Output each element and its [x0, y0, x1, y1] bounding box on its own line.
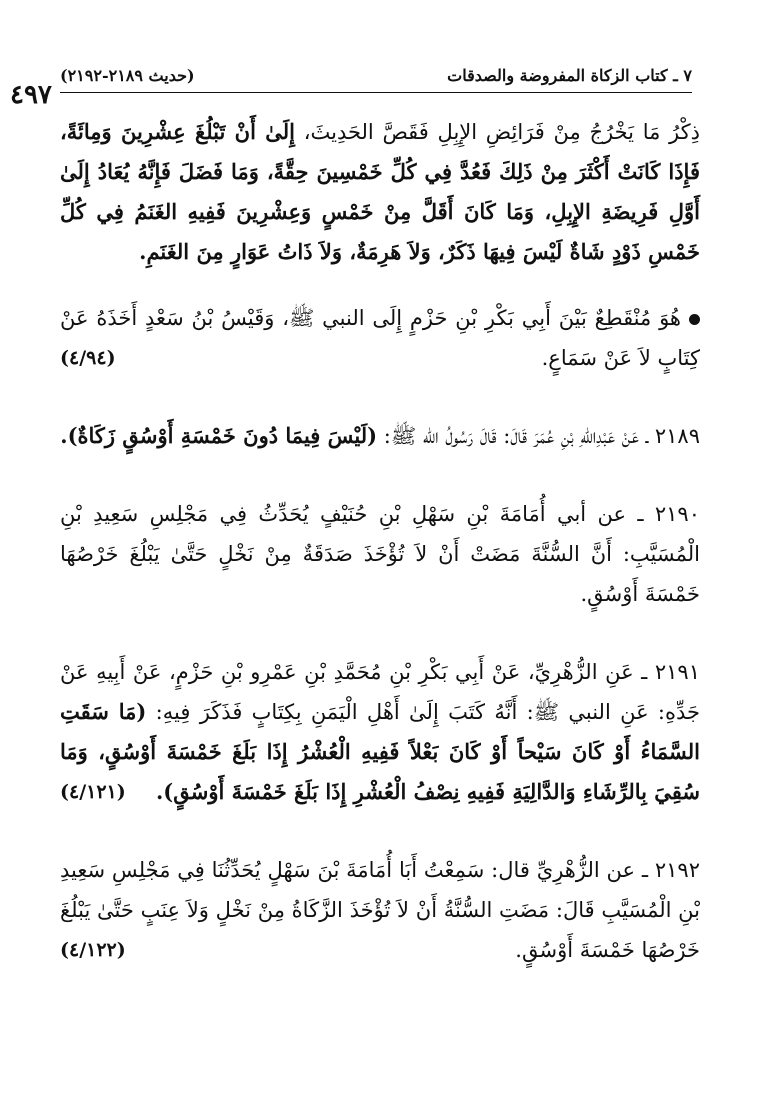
- paragraph-text: ٢١٩٢ ـ عن الزُّهْرِيِّ قال: سَمِعْتُ أَبَا أُمَامَةَ بْنَ سَهْلٍ يُحَدِّثُنَا فِي مَجْلِسِ سَعِيدِ بْنِ الْمُسَيَّبِ قَالَ: مَضَتِ السُّنَّةُ أَنْ لاَ تُؤْخَذَ الزَّكَاةُ مِنْ نَخْلٍ وَلاَ عِنَبٍ حَتَّىٰ يَبْلُغَ خَرْصُهَا خَمْسَةَ أَوْسُقٍ.: [60, 858, 701, 962]
- paragraph-text: ٢١٩١ ـ عَنِ الزُّهْرِيِّ، عَنْ أَبِي بَكْرِ بْنِ مُحَمَّدِ بْنِ عَمْرِو بْنِ حَزْمٍ، عَنْ أَبِيهِ عَنْ جَدِّهِ: عَنِ النبي ﷺ: أَنَّهُ كَتَبَ إِلَىٰ أَهْلِ الْيَمَنِ بِكِتَابٍ فَذَكَرَ فِيهِ:: [60, 660, 701, 724]
- running-header: [60, 62, 692, 93]
- volume-reference: (٤/١٢٢): [60, 939, 126, 961]
- page-body: [60, 112, 700, 1008]
- page-number: ٤٩٧: [10, 80, 52, 110]
- hadith-2191: [60, 652, 700, 812]
- paragraph-text: ٢١٩٠ ـ عن أبي أُمَامَةَ بْنِ سَهْلِ بْنِ حُنَيْفٍ يُحَدِّثُ فِي مَجْلِسِ سَعِيدِ بْنِ الْمُسَيَّبِ: أَنَّ السُّنَّةَ مَضَتْ أَنْ لاَ تُؤْخَذَ صَدَقَةٌ مِنْ نَخْلٍ حَتَّىٰ يَبْلُغَ خَرْصُهَا خَمْسَةَ أَوْسُقٍ.: [60, 502, 700, 606]
- commentary-note: [60, 298, 700, 378]
- paragraph-text: هُوَ مُنْقَطِعٌ بَيْنَ أَبِي بَكْرِ بْنِ حَزْمٍ إِلَى النبي ﷺ، وَقَيْسُ بْنُ سَعْدٍ أَخَذَهُ عَنْ كِتَابٍ لاَ عَنْ سَمَاعٍ.: [60, 306, 700, 370]
- paragraph-text: ذِكْرُ مَا يَخْرُجُ مِنْ فَرَائِضِ الإِبِلِ فَقَصَّ الحَدِيثَ،: [295, 120, 700, 144]
- paragraph-continuation: [60, 112, 700, 272]
- paragraph-bold-text: إِلَىٰ أَنْ تَبْلُغَ عِشْرِينَ وَمِائَةً، فَإِذَا كَانَتْ أَكْثَرَ مِنْ ذَلِكَ فَعُدَّ فِي كُلِّ خَمْسِينَ حِقَّةً، وَمَا فَضَلَ فَإِنَّهُ يُعَادُ إِلَىٰ أَوَّلِ فَرِيضَةِ الإِبِلِ، وَمَا كَانَ أَقَلَّ مِنْ خَمْسٍ وَعِشْرِينَ فَفِيهِ الغَنَمُ فِي كُلِّ خَمْسِ ذَوْدٍ شَاةٌ لَيْسَ فِيهَا ذَكَرٌ، وَلاَ هَرِمَةٌ، وَلاَ ذَاتُ عَوَارٍ مِنَ الغَنَمِ.: [60, 119, 700, 264]
- chapter-title: ٧ ـ كتاب الزكاة المفروضة والصدقات: [447, 66, 692, 85]
- paragraph-bold-text: (لَيْسَ فِيمَا دُونَ خَمْسَةِ أَوْسُقٍ زَكَاةٌ).: [60, 423, 378, 448]
- volume-reference: (٤/٩٤): [60, 347, 116, 369]
- bullet-icon: [689, 314, 700, 325]
- hadith-range: (حديث ٢١٨٩-٢١٩٢): [60, 66, 195, 85]
- volume-reference: (٤/١٢١): [60, 781, 126, 803]
- hadith-2190: [60, 494, 700, 614]
- paragraph-bold-text: (مَا سَقَتِ السَّمَاءُ أَوْ كَانَ سَيْحاً أَوْ كَانَ بَعْلاً فَفِيهِ الْعُشْرُ إِذَا بَلَغَ خَمْسَةَ أَوْسُقٍ، وَمَا سُقِيَ بِالرِّشَاءِ وَالدَّالِيَةِ فَفِيهِ نِصْفُ الْعُشْرِ إِذَا بَلَغَ خَمْسَةَ أَوْسُقٍ).: [60, 699, 700, 804]
- hadith-2189: [60, 416, 700, 456]
- paragraph-text: ٢١٨٩ ـ عَنْ عَبْدِاللهِ بْنِ عُمَرَ قَالَ: قَالَ رَسُولُ الله ﷺ:: [377, 424, 700, 448]
- hadith-2192: [60, 850, 700, 970]
